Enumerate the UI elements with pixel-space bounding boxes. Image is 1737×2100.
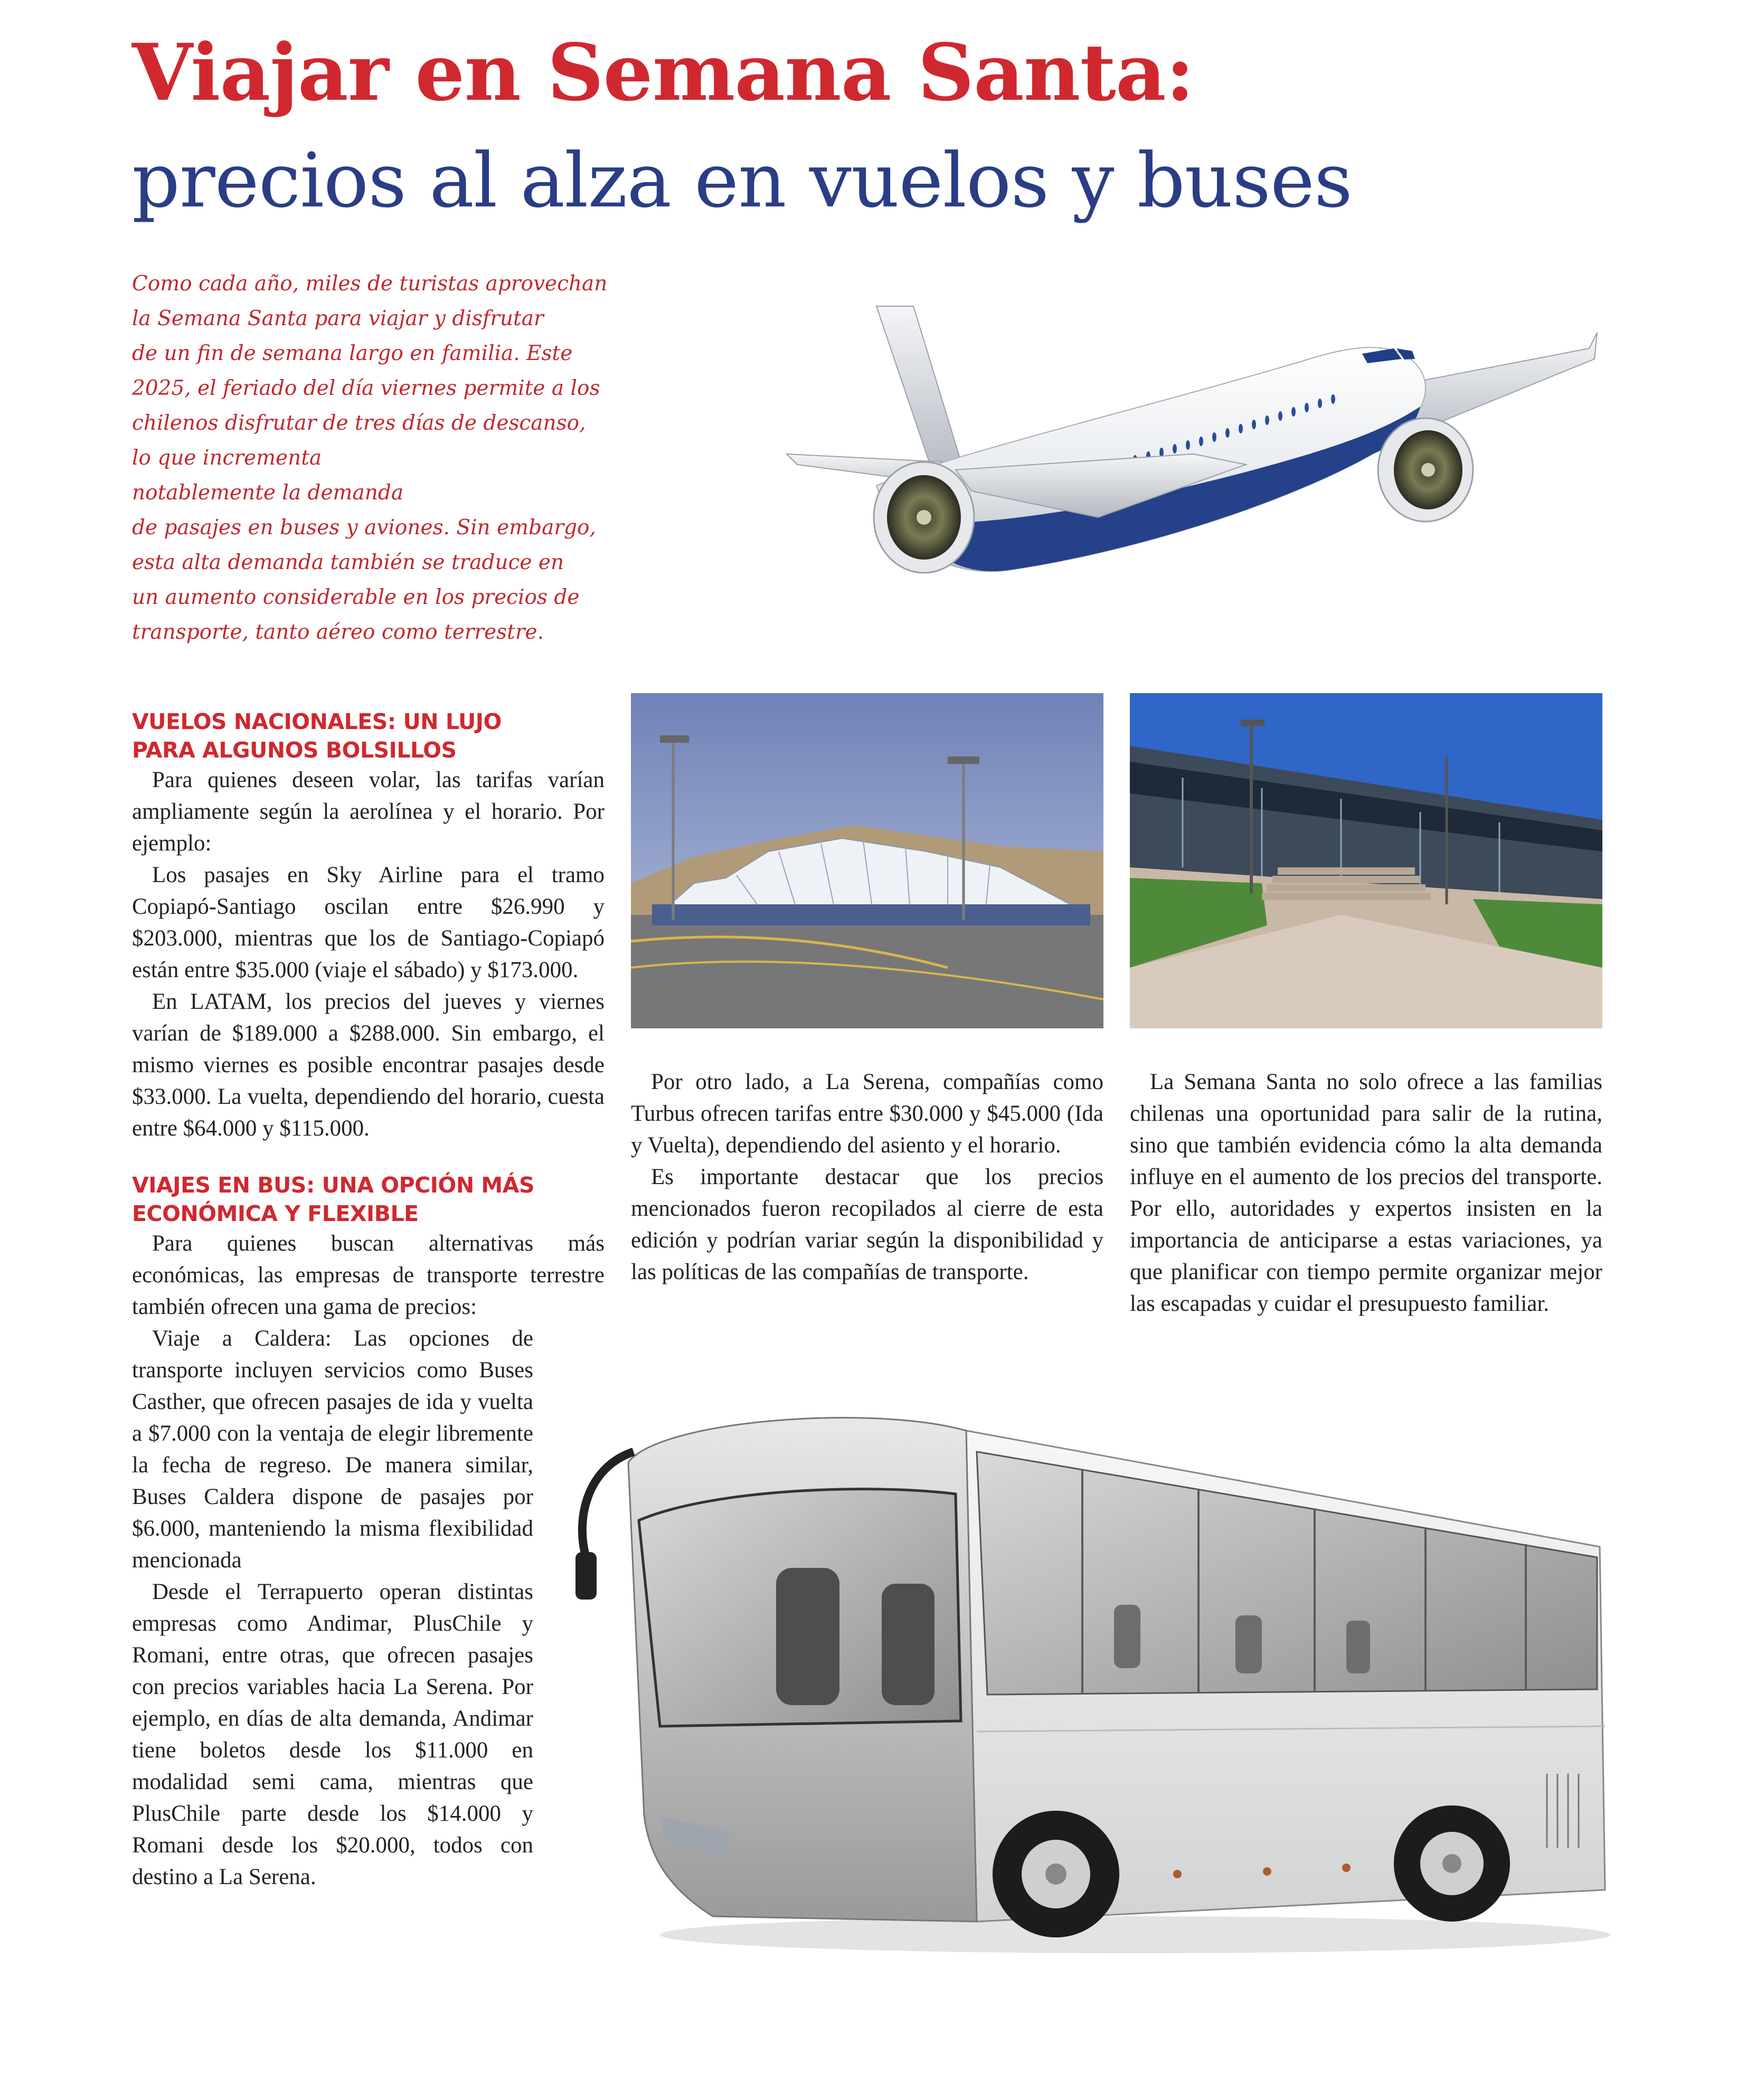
paragraph: En LATAM, los precios del jueves y viernes varían de $189.000 a $288.000. Sin embargo, el mismo viernes es posible encontrar pasajes desde $33.000. La vuelta, dependiendo del horario, cuesta entre $64.000 y $115.000. [132, 989, 605, 1141]
paragraph: Para quienes buscan alternativas más económicas, las empresas de transporte terrestre también ofrecen una gama de precios: [132, 1231, 605, 1319]
intro-line: lo que incrementa [132, 446, 322, 470]
column-2 [631, 1066, 1103, 1288]
intro-line: Como cada año, miles de turistas aprovechan [132, 272, 608, 296]
paragraph: Por otro lado, a La Serena, compañías como Turbus ofrecen tarifas entre $30.000 y $45.000 (Ida y Vuelta), dependiendo del asiento y el horario. [631, 1070, 1103, 1158]
intro-line: un aumento considerable en los precios de [132, 585, 580, 609]
intro-line: transporte, tanto aéreo como terrestre. [132, 620, 544, 644]
bus-illustration [554, 1383, 1610, 1964]
column-1 [132, 707, 605, 1893]
headline-line-2: precios al alza en vuelos y buses [132, 137, 1352, 224]
paragraph: Viaje a Caldera: Las opciones de transporte incluyen servicios como Buses Casther, que ofrecen pasajes de ida y vuelta a $7.000 con la ventaja de elegir libremente la fecha de regreso. De manera similar, Buses Caldera dispone de pasajes por $6.000, manteniendo la misma flexibilidad mencionada [132, 1326, 533, 1573]
paragraph: Es importante destacar que los precios mencionados fueron recopilados al cierre de esta edición y podrían variar según la disponibilidad y las políticas de las compañías de transporte. [631, 1165, 1103, 1284]
terminal-entrance-photo [1130, 693, 1602, 1028]
intro-line: esta alta demanda también se traduce en [132, 551, 564, 574]
heading-line: VIAJES EN BUS: UNA OPCIÓN MÁS [132, 1172, 534, 1198]
intro-line: chilenos disfrutar de tres días de descanso, [132, 411, 586, 435]
section-heading-flights [132, 707, 605, 764]
paragraph: Los pasajes en Sky Airline para el tramo Copiapó-Santiago oscilan entre $26.990 y $203.000, mientras que los de Santiago-Copiapó están entre $35.000 (viaje el sábado) y $173.000. [132, 863, 605, 982]
intro-line: la Semana Santa para viajar y disfrutar [132, 307, 544, 330]
airport-terminal-photo [631, 693, 1103, 1028]
intro-line: notablemente la demanda [132, 481, 404, 505]
section-heading-buses [132, 1171, 605, 1228]
headline-line-1: Viajar en Semana Santa: [132, 26, 1194, 118]
paragraph: La Semana Santa no solo ofrece a las familias chilenas una oportunidad para salir de la rutina, sino que también evidencia cómo la alta demanda influye en el aumento de los precios del transporte. Por ello, autoridades y expertos insisten en la importancia de anticiparse a estas variaciones, ya que planificar con tiempo permite organizar mejor las escapadas y cuidar el presupuesto familiar. [1130, 1070, 1602, 1316]
heading-line: PARA ALGUNOS BOLSILLOS [132, 737, 457, 763]
intro-line: 2025, el feriado del día viernes permite a los [132, 376, 600, 400]
paragraph: Para quienes deseen volar, las tarifas varían ampliamente según la aerolínea y el horario. Por ejemplo: [132, 768, 605, 856]
intro-paragraph [132, 267, 607, 650]
paragraph: Desde el Terrapuerto operan distintas empresas como Andimar, PlusChile y Romani, entre otras, que ofrecen pasajes con precios variables hacia La Serena. Por ejemplo, en días de alta demanda, Andimar tiene boletos desde los $11.000 en modalidad semi cama, mientras que PlusChile parte desde los $14.000 y Romani desde los $20.000, todos con destino a La Serena. [132, 1579, 533, 1889]
airplane-illustration [781, 296, 1605, 591]
column-3 [1130, 1066, 1602, 1320]
heading-line: VUELOS NACIONALES: UN LUJO [132, 709, 502, 734]
heading-line: ECONÓMICA Y FLEXIBLE [132, 1201, 419, 1226]
intro-line: de un fin de semana largo en familia. Este [132, 342, 573, 365]
intro-line: de pasajes en buses y aviones. Sin embargo, [132, 516, 596, 540]
